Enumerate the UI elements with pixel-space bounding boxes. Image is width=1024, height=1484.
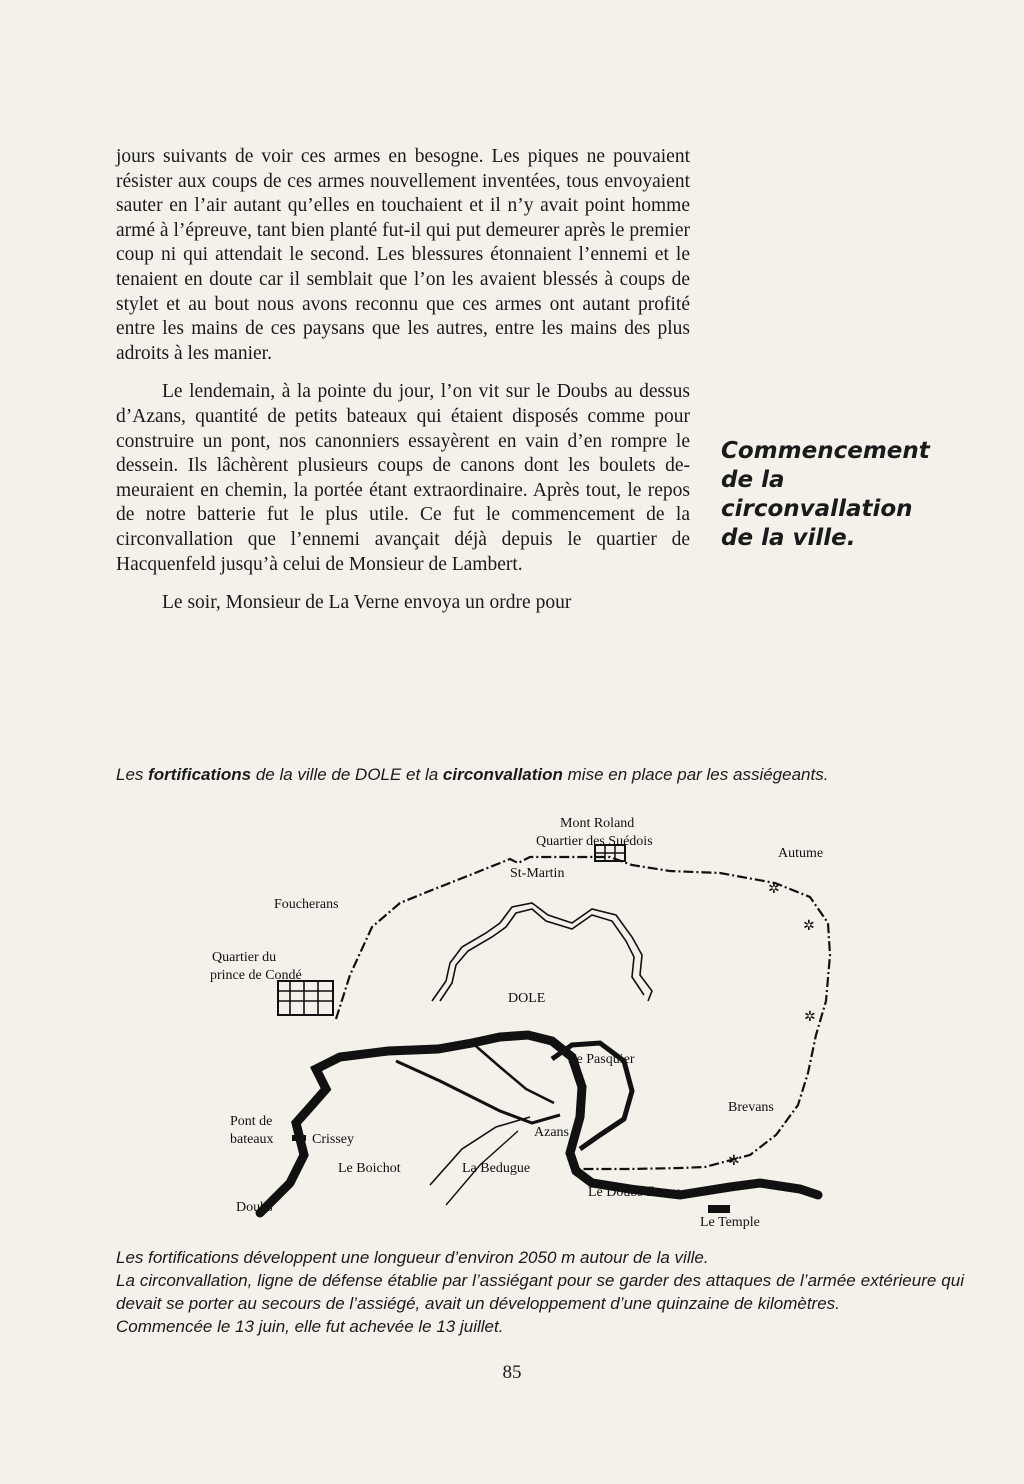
label-quartier-suedois: Quartier des Suédois — [536, 834, 653, 849]
label-crissey: Crissey — [312, 1132, 354, 1147]
doubs-river — [260, 1035, 818, 1213]
label-bateaux: bateaux — [230, 1132, 274, 1147]
canal-west — [470, 1041, 554, 1103]
margin-heading-line-4: de la ville. — [721, 525, 856, 551]
dole-fortifications — [432, 903, 652, 1001]
label-prince-conde: prince de Condé — [210, 968, 302, 983]
caption-bottom-line-1: Les fortifications développent une longueur d’environ 2050 m autour de la ville. — [116, 1248, 709, 1267]
map-caption-bottom — [116, 1246, 964, 1338]
redoubt-star-3: ✲ — [804, 1010, 816, 1025]
map-caption-top — [116, 764, 964, 785]
label-le-boichot: Le Boichot — [338, 1161, 401, 1176]
caption-text-2: de la ville de DOLE et la — [251, 765, 443, 784]
page-number: 85 — [502, 1362, 522, 1383]
label-dole: DOLE — [508, 991, 546, 1006]
label-pont-de: Pont de — [230, 1114, 273, 1129]
label-brevans: Brevans — [728, 1100, 774, 1115]
redoubt-star-4: ✲ — [728, 1154, 740, 1169]
paragraph-2: Le lendemain, à la pointe du jour, l’on vit sur le Doubs au dessus d’Azans, quantité de petits bateaux qui étaient disposés comme pour construire un pont, nos canonniers essayèrent en vain d’en rompre le dessein. Ils lâchèrent plusieurs coups de canons dont les boulets demeuraient en chemin, la portée étant extraordinaire. Après tout, le repos de notre batterie fut le plus utile. Ce fut le commencement de la circonvallation que l’ennemi avançait déjà depuis le quartier de Hacquenfeld jusqu’à celui de Monsieur de Lambert. — [116, 381, 690, 575]
label-le-doubs-fleuve: Le Doubs fleuve — [588, 1185, 682, 1200]
label-autume: Autume — [778, 846, 824, 861]
caption-bottom-line-2: La circonvallation, ligne de défense établie par l’assiégant pour se garder des attaques de l’armée extérieure qui devait se porter au secours de l’assiégé, avait un développement d’une quinzaine de kilomètres. — [116, 1271, 964, 1313]
redoubt-star-1: ✲ — [768, 882, 780, 897]
label-quartier-du: Quartier du — [212, 950, 277, 965]
label-le-pasquier: Le Pasquier — [568, 1052, 635, 1067]
margin-heading-line-2: de la — [721, 467, 785, 493]
label-doubs: Doubs — [236, 1200, 273, 1215]
conde-camp-detail — [278, 981, 333, 1015]
margin-heading — [721, 437, 971, 553]
siege-map — [200, 805, 900, 1245]
redoubt-star-2: ✲ — [803, 919, 815, 934]
le-temple-building — [708, 1205, 730, 1213]
label-foucherans: Foucherans — [274, 897, 339, 912]
label-mont-roland: Mont Roland — [560, 816, 635, 831]
label-le-temple: Le Temple — [700, 1215, 760, 1230]
conde-camp — [278, 981, 333, 1015]
paragraph-3: Le soir, Monsieur de La Verne envoya un ordre pour — [162, 592, 572, 614]
canal-north — [396, 1061, 560, 1123]
caption-bold-fortifications: fortifications — [148, 765, 252, 784]
main-text — [116, 145, 690, 616]
margin-heading-line-1: Commencement — [721, 438, 930, 464]
caption-text-3: mise en place par les assiégeants. — [562, 765, 829, 784]
caption-text-1: Les — [116, 765, 149, 784]
margin-heading-line-3: circonvallation — [721, 496, 913, 522]
label-azans: Azans — [534, 1125, 569, 1140]
label-st-martin: St-Martin — [510, 866, 565, 881]
label-la-bedugue: La Bedugue — [462, 1161, 531, 1176]
paragraph-1: jours suivants de voir ces armes en besogne. Les piques ne pouvaient résister aux coups de ces armes nouvellement inventées, tous envoyaient sauter en l’air autant qu’elles en touchaient et il n’y avait point homme armé à l’épreuve, tant bien planté fut-il qui put demeurer après le premier coup ni qui attendait le second. Les blessures étonnaient l’ennemi et le tenaient en doute car il semblait que l’on les avaient blessés à coups de stylet et au bout nous avons reconnu que ces armes ont autant profité entre les mains de ces paysans que les autres, entre les mains des plus adroits à les manier. — [116, 146, 690, 364]
caption-bold-circonvallation: circonvallation — [442, 765, 563, 784]
caption-bottom-line-3: Commencée le 13 juin, elle fut achevée le 13 juillet. — [116, 1317, 504, 1336]
pont-de-bateaux-marker — [292, 1135, 306, 1141]
